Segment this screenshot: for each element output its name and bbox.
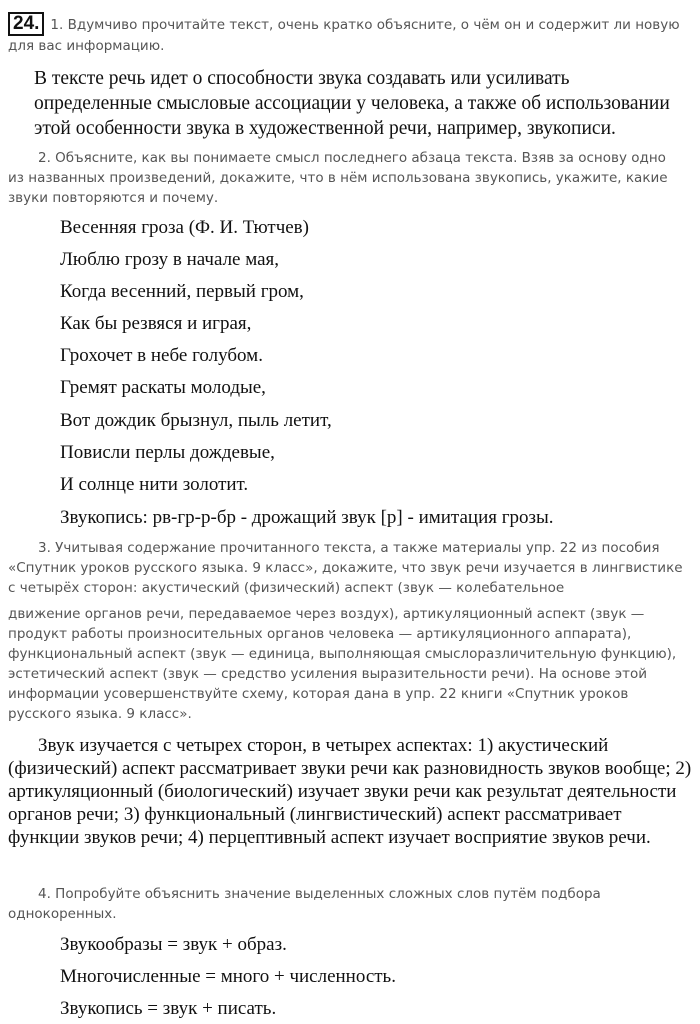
sound-writing-note: Звукопись: рв-гр-р-бр - дрожащий звук [р] - имитация грозы. [60, 507, 554, 528]
word-analysis: Многочисленные = много + численность. [60, 966, 396, 987]
poem-line: Повисли перлы дождевые, [60, 442, 275, 463]
task-3-part-1: 3. Учитывая содержание прочитанного текста, а также материалы упр. 22 из пособия «Спутник уроков русского языка. 9 класс», докажите, что звук речи изучается в лингвистике с четырёх сторон: акустический (физический) аспект (звук — колебательное [8, 540, 683, 596]
poem-line: Гремят раскаты молодые, [60, 377, 266, 398]
task-1-text: 1. Вдумчиво прочитайте текст, очень кратко объясните, о чём он и содержит ли новую для вас информацию. [8, 17, 680, 54]
task-1 [0, 12, 700, 56]
poem-line: Как бы резвяся и играя, [60, 313, 252, 334]
poem-title: Весенняя гроза (Ф. И. Тютчев) [60, 217, 309, 238]
task-4: 4. Попробуйте объяснить значение выделенных сложных слов путём подбора однокоренных. [8, 886, 601, 922]
answer-3: Звук изучается с четырех сторон, в четырех аспектах: 1) акустический (физический) аспект рассматривает звуки речи как разновидность звуков вообще; 2) артикуляционный (биологический) изучает звуки речи как результат деятельности органов речи; 3) функциональный (лингвистический) аспект рассматривает функции звуков речи; 4) перцептивный аспект изучает восприятие звуков речи. [8, 735, 692, 848]
task-3-part-2: движение органов речи, передаваемое через воздух), артикуляционный аспект (звук — продукт работы произносительных органов человека — артикуляционного аппарата), функциональный аспект (звук — единица, выполняющая смыслоразличительную функцию), эстетический аспект (звук — средство усиления выразительности речи). На основе этой информации усовершенствуйте схему, которая дана в упр. 22 книги «Спутник уроков русского языка. 9 класс». [8, 606, 677, 722]
poem-line: Люблю грозу в начале мая, [60, 249, 280, 270]
word-analysis: Звукопись = звук + писать. [60, 998, 277, 1019]
exercise-number: 24. [8, 12, 44, 36]
task-2: 2. Объясните, как вы понимаете смысл последнего абзаца текста. Взяв за основу одно из названных произведений, докажите, что в нём использована звукопись, укажите, какие звуки повторяются и почему. [8, 150, 668, 206]
poem-line: И солнце нити золотит. [60, 474, 249, 495]
poem-line: Вот дождик брызнул, пыль летит, [60, 410, 332, 431]
word-analysis: Звукообразы = звук + образ. [60, 934, 287, 955]
poem-line: Когда весенний, первый гром, [60, 281, 304, 302]
poem-line: Грохочет в небе голубом. [60, 345, 263, 366]
answer-1: В тексте речь идет о способности звука создавать или усиливать определенные смысловые ассоциации у человека, а также об использовании этой особенности звука в художественной речи, например, звукописи. [34, 68, 670, 139]
